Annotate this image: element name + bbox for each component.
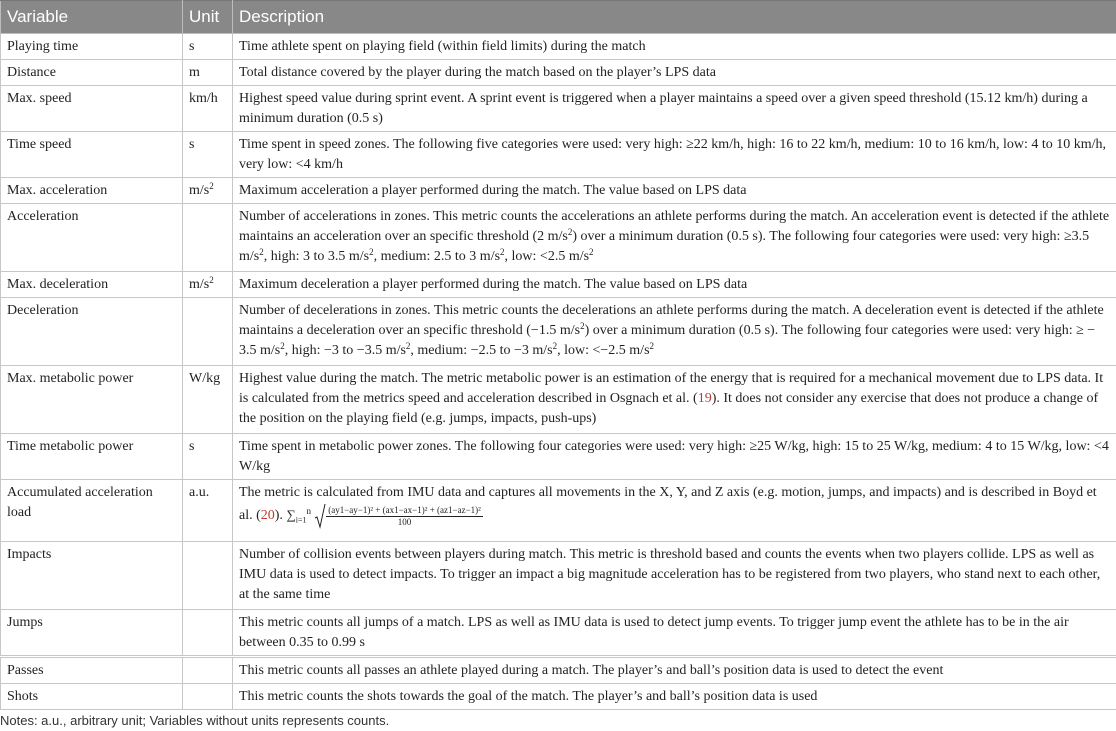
description-cell: Maximum deceleration a player performed during the match. The value based on LPS data [233, 272, 1116, 298]
variable-cell: Max. speed [1, 86, 183, 132]
exponent: 2 [552, 341, 558, 351]
header-variable: Variable [1, 1, 183, 34]
unit-exponent: 2 [209, 275, 214, 285]
variable-cell: Passes [1, 657, 183, 684]
variable-cell: Jumps [1, 610, 183, 657]
variable-cell: Playing time [1, 34, 183, 60]
description-text: ). [274, 507, 283, 523]
exponent: 2 [567, 227, 573, 237]
description-text: Number of decelerations in zones. This metric counts the decelerations an athlete performs during the match. A deceleration event is detected if the athlete maintains a deceleration over an specific threshold (−1.5 m/s [239, 303, 1104, 338]
table-row [1, 178, 1116, 204]
description-cell: Maximum acceleration a player performed during the match. The value based on LPS data [233, 178, 1116, 204]
unit-base: m/s [189, 277, 210, 292]
exponent: 2 [280, 341, 285, 351]
unit-base: m/s [189, 183, 210, 198]
description-cell: This metric counts all passes an athlete played during a match. The player’s and ball’s position data is used to detect the event [233, 657, 1116, 684]
unit-cell: km/h [183, 86, 233, 132]
exponent: 2 [369, 247, 374, 257]
description-text: Number of accelerations in zones. This metric counts the accelerations an athlete performs during the match. An acceleration event is detected if the athlete maintains an acceleration over an specific threshold (2 m/s [239, 209, 1110, 244]
variable-cell: Max. metabolic power [1, 366, 183, 434]
variable-cell: Deceleration [1, 298, 183, 366]
sum-upper: n [306, 505, 311, 516]
unit-cell [183, 178, 233, 204]
reference-link[interactable]: 19 [697, 391, 712, 406]
unit-cell [183, 204, 233, 272]
variable-cell: Shots [1, 684, 183, 710]
table-row [1, 684, 1116, 710]
table-row [1, 204, 1116, 272]
description-cell [233, 366, 1116, 434]
description-text: ) over a minimum duration (0.5 s). The following four categories were used: very high: ≥ − 3.5 m/s [239, 323, 1096, 358]
header-unit: Unit [183, 1, 233, 34]
exponent: 2 [405, 341, 411, 351]
unit-cell: m [183, 60, 233, 86]
header-row [1, 1, 1116, 34]
description-cell: Number of collision events between players during match. This metric is threshold based and counts the events when two players collide. LPS as well as IMU data is used to detect impacts. To trigger an impact a big magnitude acceleration has to be registered from two players, who stand next to each other, at the same time [233, 542, 1116, 610]
exponent: 2 [649, 341, 655, 351]
formula-denominator: 100 [397, 516, 412, 527]
table-notes: Notes: a.u., arbitrary unit; Variables without units represents counts. [0, 713, 390, 728]
variable-cell: Max. acceleration [1, 178, 183, 204]
table-row [1, 298, 1116, 366]
description-text: The metric is calculated from IMU data and captures all movements in the X, Y, and Z axis (e.g. motion, jumps, and impacts) and is described in Boyd et al. ( [239, 485, 1097, 523]
description-text: , low: <−2.5 m/s [557, 343, 650, 358]
variable-cell: Distance [1, 60, 183, 86]
description-cell [233, 480, 1116, 542]
unit-cell: s [183, 434, 233, 480]
formula-fraction [326, 505, 483, 528]
table-row [1, 34, 1116, 60]
unit-cell [183, 657, 233, 684]
unit-cell [183, 272, 233, 298]
description-cell: Total distance covered by the player during the match based on the player’s LPS data [233, 60, 1116, 86]
variable-cell: Accumulated acceleration load [1, 480, 183, 542]
table-row [1, 366, 1116, 434]
description-cell: This metric counts the shots towards the goal of the match. The player’s and ball’s position data is used [233, 684, 1116, 710]
variable-cell: Time metabolic power [1, 434, 183, 480]
table-row [1, 272, 1116, 298]
description-cell: Time athlete spent on playing field (within field limits) during the match [233, 34, 1116, 60]
unit-cell: s [183, 132, 233, 178]
table-row [1, 434, 1116, 480]
unit-cell [183, 298, 233, 366]
description-text: , high: −3 to −3.5 m/s [284, 343, 406, 358]
unit-cell: a.u. [183, 480, 233, 542]
formula [286, 504, 482, 527]
exponent: 2 [259, 247, 264, 257]
description-text: , low: <2.5 m/s [504, 249, 590, 264]
unit-exponent: 2 [209, 181, 214, 191]
description-cell: Highest speed value during sprint event. A sprint event is triggered when a player maintains a speed over a given speed threshold (15.12 km/h) during a minimum duration (0.5 s) [233, 86, 1116, 132]
table-row [1, 542, 1116, 610]
table-row [1, 480, 1116, 542]
description-text: ). It does not consider any exercise that does not produce a change of the position on the playing field (e.g. jumps, impacts, push-ups) [239, 391, 1099, 426]
description-text: Highest value during the match. The metric metabolic power is an estimation of the energy that is required for a mechanical movement due to LPS data. It is calculated from the metrics speed and acceleration described in Osgnach et al. ( [239, 371, 1104, 406]
variable-cell: Acceleration [1, 204, 183, 272]
description-cell: Time spent in speed zones. The following five categories were used: very high: ≥22 km/h, high: 16 to 22 km/h, medium: 10 to 16 km/h, low: 4 to 10 km/h, very low: <4 km/h [233, 132, 1116, 178]
description-text: , medium: 2.5 to 3 m/s [373, 249, 501, 264]
description-text: , medium: −2.5 to −3 m/s [410, 343, 553, 358]
variable-cell: Max. deceleration [1, 272, 183, 298]
description-cell [233, 298, 1116, 366]
variable-cell: Time speed [1, 132, 183, 178]
exponent: 2 [589, 247, 594, 257]
exponent: 2 [580, 321, 585, 331]
table-row [1, 60, 1116, 86]
description-text: , high: 3 to 3.5 m/s [263, 249, 370, 264]
unit-cell: W/kg [183, 366, 233, 434]
sum-symbol: ∑ [286, 506, 296, 522]
unit-cell: s [183, 34, 233, 60]
sum-lower: i=1 [295, 515, 307, 525]
reference-link[interactable]: 20 [260, 507, 275, 523]
unit-cell [183, 610, 233, 657]
table-row [1, 86, 1116, 132]
description-cell: Time spent in metabolic power zones. The following four categories were used: very high: ≥25 W/kg, high: 15 to 25 W/kg, medium: 4 to 15 W/kg, low: <4 W/kg [233, 434, 1116, 480]
exponent: 2 [500, 247, 505, 257]
description-cell [233, 204, 1116, 272]
table-row [1, 132, 1116, 178]
formula-numerator: (ay1−ay−1)² + (ax1−ax−1)² + (az1−az−1)² [328, 504, 481, 515]
unit-cell [183, 542, 233, 610]
description-text: ) over a minimum duration (0.5 s). The following four categories were used: very high: ≥3.5 m/s [239, 229, 1090, 264]
table-row [1, 657, 1116, 684]
header-description: Description [233, 1, 1116, 34]
description-cell: This metric counts all jumps of a match. LPS as well as IMU data is used to detect jump events. To trigger jump event the athlete has to be in the air between 0.35 to 0.99 s [233, 610, 1116, 657]
sqrt-icon [314, 503, 326, 529]
table-row [1, 610, 1116, 657]
variable-cell: Impacts [1, 542, 183, 610]
unit-cell [183, 684, 233, 710]
